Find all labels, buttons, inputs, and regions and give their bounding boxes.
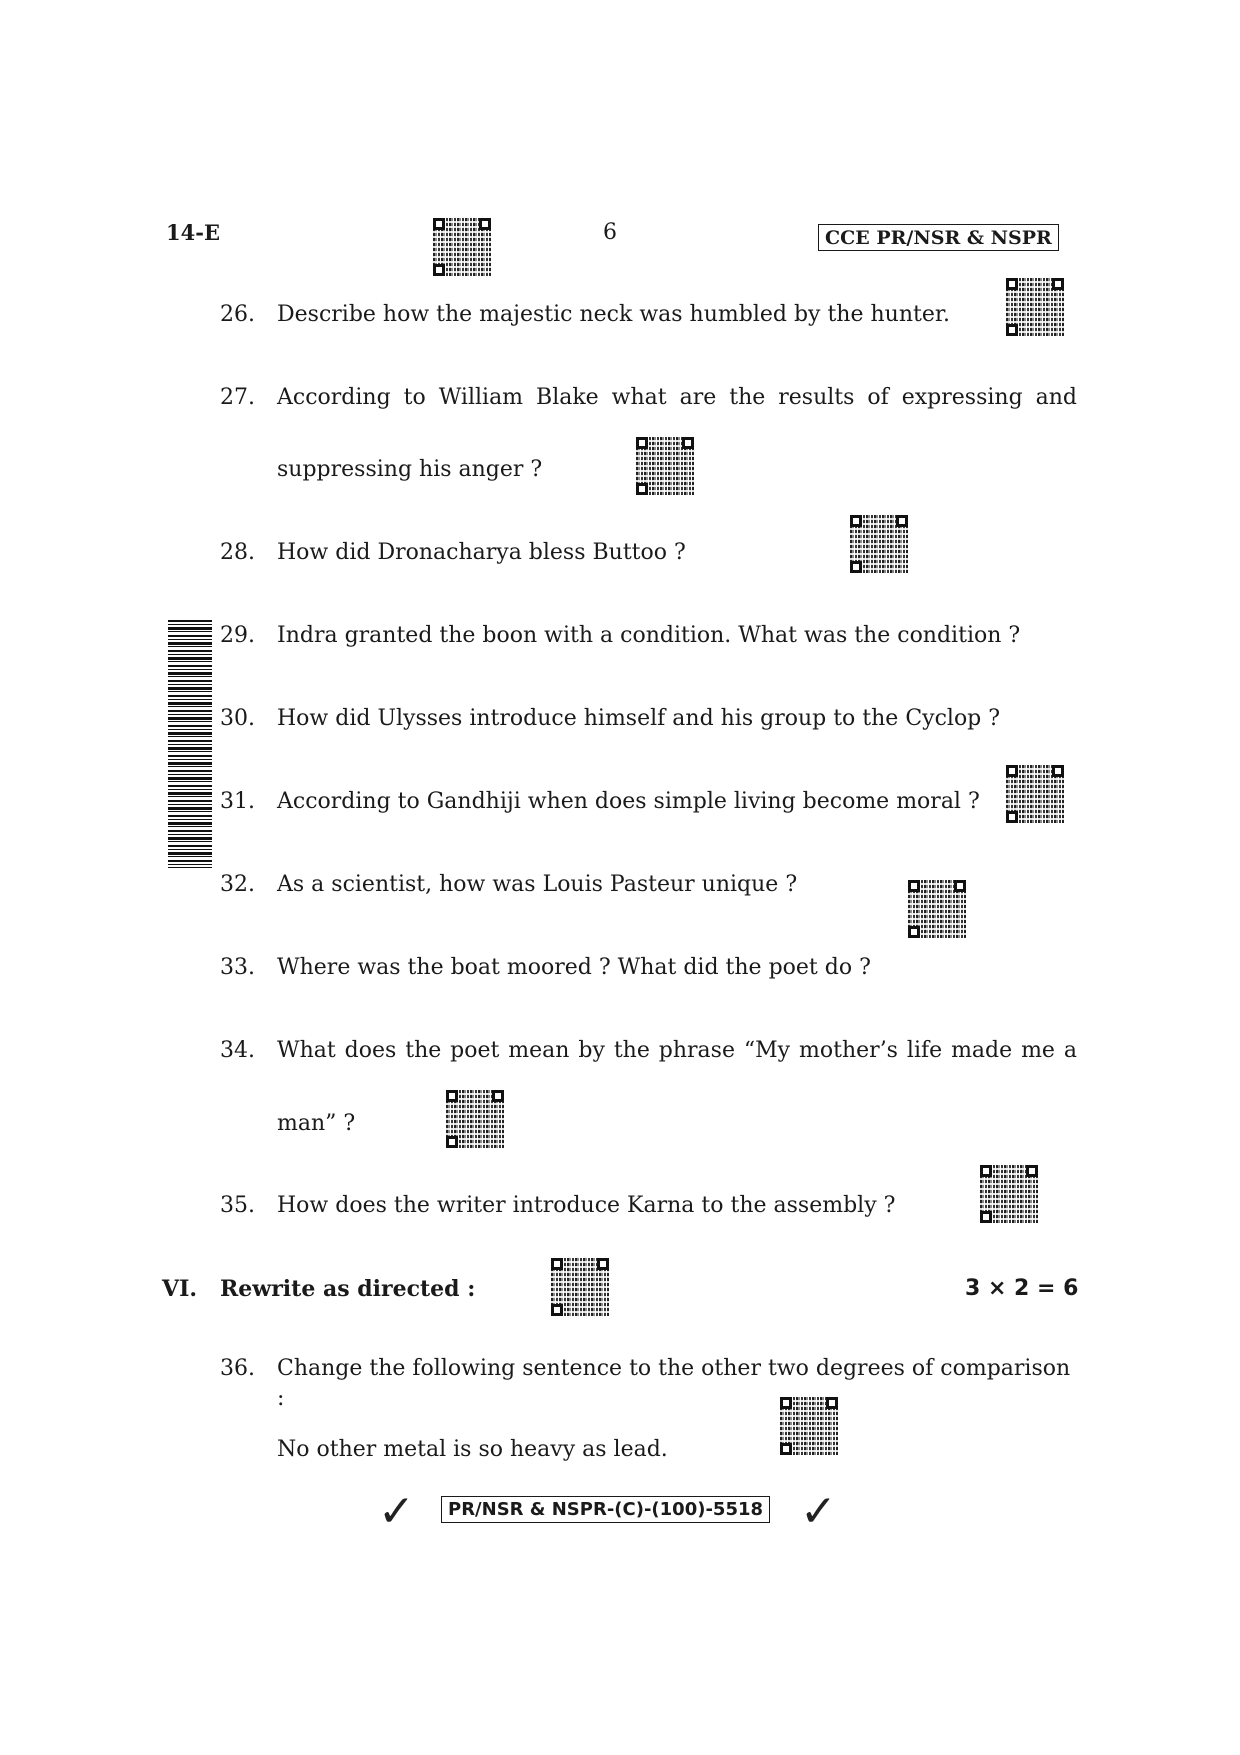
question-number: 36.: [220, 1356, 255, 1381]
question-text: How did Ulysses introduce himself and his group to the Cyclop ?: [277, 706, 1001, 731]
question-number: 32.: [220, 872, 255, 897]
question-text: How did Dronacharya bless Buttoo ?: [277, 540, 686, 565]
paper-code: 14-E: [166, 220, 220, 245]
qr-code-icon: [1006, 278, 1064, 336]
check-mark-icon: ✓: [800, 1486, 837, 1537]
question-number: 28.: [220, 540, 255, 565]
page-number: 6: [603, 220, 617, 245]
question-number: 29.: [220, 623, 255, 648]
question-text: Change the following sentence to the other two degrees of comparison :: [277, 1356, 1071, 1411]
question-text: As a scientist, how was Louis Pasteur unique ?: [277, 872, 798, 897]
question-number: 34.: [220, 1038, 255, 1063]
exam-code-box: CCE PR/NSR & NSPR: [818, 224, 1059, 251]
question-number: 33.: [220, 955, 255, 980]
question-text: Indra granted the boon with a condition. What was the condition ?: [277, 623, 1021, 648]
qr-code-icon: [780, 1397, 838, 1455]
section-numeral: VI.: [162, 1276, 198, 1302]
qr-code-icon: [433, 218, 491, 276]
question-number: 31.: [220, 789, 255, 814]
question-text: Describe how the majestic neck was humbled by the hunter.: [277, 302, 950, 327]
question-number: 35.: [220, 1193, 255, 1218]
qr-code-icon: [980, 1165, 1038, 1223]
question-number: 30.: [220, 706, 255, 731]
question-text-line2: man” ?: [277, 1111, 356, 1136]
check-mark-icon: ✓: [378, 1486, 415, 1537]
qr-code-icon: [908, 880, 966, 938]
qr-code-icon: [1006, 765, 1064, 823]
qr-code-icon: [850, 515, 908, 573]
question-text: According to Gandhiji when does simple living become moral ?: [277, 789, 980, 814]
question-number: 27.: [220, 385, 255, 410]
footer-code-box: PR/NSR & NSPR-(C)-(100)-5518: [441, 1496, 770, 1523]
question-text: How does the writer introduce Karna to the assembly ?: [277, 1193, 896, 1218]
qr-code-icon: [636, 437, 694, 495]
qr-code-icon: [446, 1090, 504, 1148]
barcode-icon: [168, 620, 212, 868]
question-text-line1: What does the poet mean by the phrase “My mother’s life made me a: [277, 1038, 1077, 1063]
section-marks: 3 × 2 = 6: [965, 1276, 1079, 1301]
question-text-line1: According to William Blake what are the results of expressing and: [277, 385, 1077, 410]
question-text: Where was the boat moored ? What did the poet do ?: [277, 955, 871, 980]
question-number: 26.: [220, 302, 255, 327]
section-title: Rewrite as directed :: [220, 1276, 476, 1302]
question-text-line2: suppressing his anger ?: [277, 457, 543, 482]
qr-code-icon: [551, 1258, 609, 1316]
sentence-text: No other metal is so heavy as lead.: [277, 1437, 668, 1462]
